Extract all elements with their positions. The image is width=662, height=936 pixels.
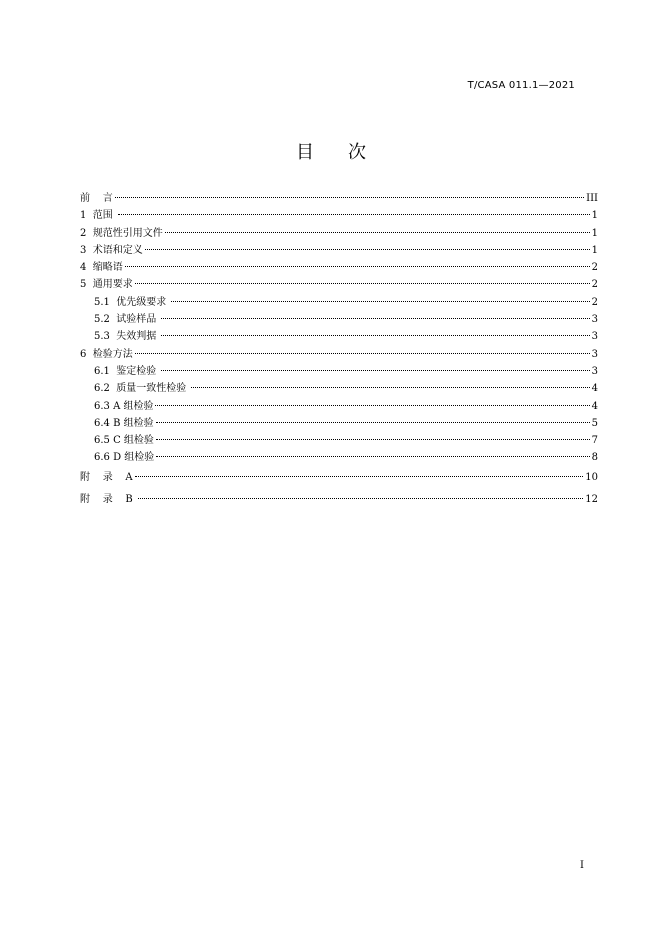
table-of-contents xyxy=(80,190,598,511)
toc-entry-page: 2 xyxy=(591,262,598,274)
toc-entry-label: 5 通用要求 xyxy=(80,279,133,291)
toc-entry-page: 12 xyxy=(585,493,598,505)
toc-title-right: 次 xyxy=(348,142,366,163)
toc-title-left: 目 xyxy=(296,142,314,163)
toc-entry-label: 6.6 D 组检验 xyxy=(94,452,155,464)
toc-entry-page: 1 xyxy=(591,244,598,256)
leader-dots xyxy=(161,318,589,319)
leader-dots xyxy=(165,232,590,233)
toc-entry-foreword[interactable] xyxy=(80,190,598,207)
toc-entry-5-1[interactable] xyxy=(80,294,598,311)
toc-entry-label: 1 范围 xyxy=(80,210,116,222)
toc-entry-label: 6.1 鉴定检验 xyxy=(94,365,160,377)
leader-dots xyxy=(145,249,590,250)
toc-entry-page: 5 xyxy=(591,417,598,429)
toc-entry-page: 1 xyxy=(591,227,598,239)
leader-dots xyxy=(171,301,589,302)
toc-entry-5-2[interactable] xyxy=(80,311,598,328)
toc-entry-page: 4 xyxy=(591,383,598,395)
toc-title xyxy=(0,138,662,164)
toc-entry-page: 3 xyxy=(591,314,598,326)
toc-entry-6-3[interactable] xyxy=(80,398,598,415)
toc-entry-scope[interactable] xyxy=(80,207,598,224)
toc-entry-page: 3 xyxy=(591,331,598,343)
toc-entry-label: 附 录 B xyxy=(80,493,136,505)
toc-entry-label: 5.1 优先级要求 xyxy=(94,296,170,308)
leader-dots xyxy=(135,476,584,477)
toc-entry-terms[interactable] xyxy=(80,242,598,259)
toc-entry-page: 4 xyxy=(591,400,598,412)
toc-entry-appendix-b[interactable] xyxy=(80,489,598,511)
toc-entry-label: 3 术语和定义 xyxy=(80,244,143,256)
toc-entry-6-2[interactable] xyxy=(80,380,598,397)
toc-entry-6-4[interactable] xyxy=(80,415,598,432)
toc-entry-normative-references[interactable] xyxy=(80,225,598,242)
leader-dots xyxy=(155,405,589,406)
toc-entry-label: 4 缩略语 xyxy=(80,262,123,274)
leader-dots xyxy=(138,498,583,499)
toc-entry-label: 6.3 A 组检验 xyxy=(94,400,154,412)
leader-dots xyxy=(135,283,590,284)
toc-entry-label: 6.2 质量一致性检验 xyxy=(94,383,190,395)
toc-entry-page: 3 xyxy=(591,348,598,360)
document-code: T/CASA 011.1—2021 xyxy=(467,80,575,91)
toc-entry-page: 7 xyxy=(591,435,598,447)
toc-entry-label: 5.3 失效判据 xyxy=(94,331,160,343)
leader-dots xyxy=(118,214,590,215)
leader-dots xyxy=(156,422,590,423)
page-number: I xyxy=(580,860,584,871)
leader-dots xyxy=(161,370,589,371)
toc-entry-page: 10 xyxy=(585,471,598,483)
toc-entry-page: 8 xyxy=(591,452,598,464)
toc-entry-5-3[interactable] xyxy=(80,328,598,345)
toc-entry-appendix-a[interactable] xyxy=(80,467,598,489)
toc-entry-page: 1 xyxy=(591,210,598,222)
toc-entry-6-1[interactable] xyxy=(80,363,598,380)
leader-dots xyxy=(156,456,589,457)
toc-entry-label: 附 录 A xyxy=(80,471,133,483)
toc-entry-label: 6.5 C 组检验 xyxy=(94,435,154,447)
leader-dots xyxy=(161,335,589,336)
toc-entry-label: 5.2 试验样品 xyxy=(94,314,160,326)
toc-entry-6-6[interactable] xyxy=(80,449,598,466)
leader-dots xyxy=(125,266,590,267)
toc-entry-test-methods[interactable] xyxy=(80,346,598,363)
leader-dots xyxy=(191,387,589,388)
leader-dots xyxy=(135,353,590,354)
toc-entry-label: 2 规范性引用文件 xyxy=(80,227,163,239)
toc-entry-page: 3 xyxy=(591,365,598,377)
leader-dots xyxy=(156,439,590,440)
toc-entry-page: 2 xyxy=(591,296,598,308)
toc-entry-6-5[interactable] xyxy=(80,432,598,449)
toc-entry-abbreviations[interactable] xyxy=(80,259,598,276)
leader-dots xyxy=(115,197,584,198)
toc-entry-general-requirements[interactable] xyxy=(80,276,598,293)
toc-entry-label: 6.4 B 组检验 xyxy=(94,417,154,429)
toc-entry-label: 6 检验方法 xyxy=(80,348,133,360)
toc-entry-page: 2 xyxy=(591,279,598,291)
toc-entry-page: III xyxy=(586,193,598,204)
toc-entry-label: 前 言 xyxy=(80,193,113,204)
